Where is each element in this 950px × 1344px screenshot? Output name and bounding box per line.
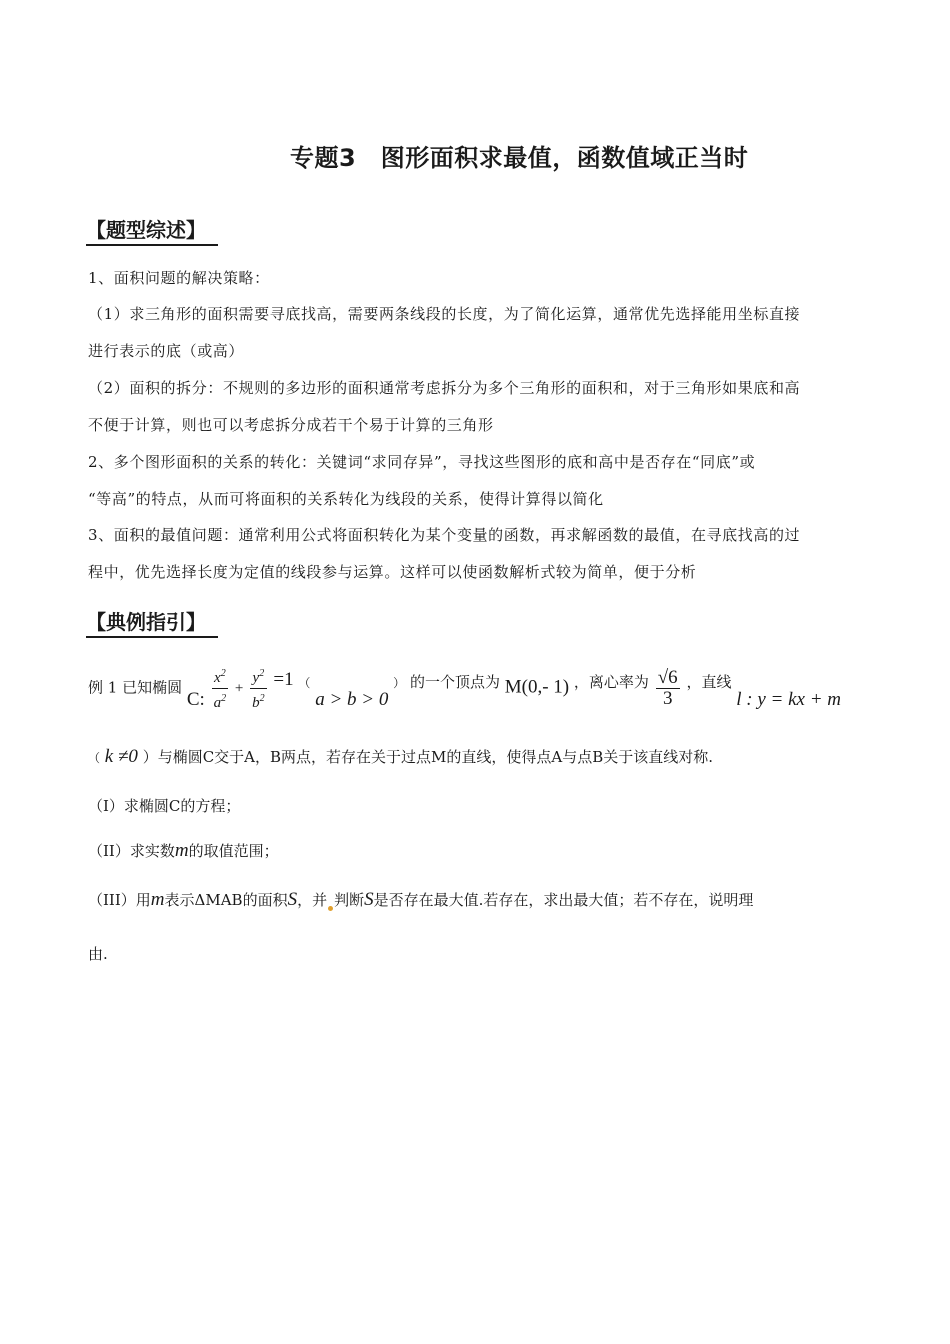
q2-suffix: 的取值范围； <box>188 842 279 860</box>
q3-variable-s: S <box>287 889 298 910</box>
overview-line-3: 进行表示的底（或高） <box>88 342 245 360</box>
eccentricity-text: ，离心率为 <box>573 672 649 691</box>
fraction-y2-b2 <box>250 664 267 713</box>
question-1: （I）求椭圆C的方程； <box>88 797 241 815</box>
q2-prefix: （II）求实数 <box>88 842 175 860</box>
q3-suffix: 是否存在最大值.若存在，求出最大值；若不存在，说明理 <box>373 891 754 909</box>
example-1-intro: 例 1 已知椭圆 <box>88 678 183 697</box>
row2-text: ）与椭圆C交于A，B两点，若存在关于过点M的直线，使得点A与点B关于该直线对称. <box>142 748 714 766</box>
ecc-numerator: √6 <box>657 667 678 688</box>
overview-line-8: 3、面积的最值问题：通常利用公式将面积转化为某个变量的函数，再求解函数的最值，在寻底找高的过 <box>88 526 801 544</box>
line-equation: l : y = kx + m <box>736 688 842 710</box>
ecc-denominator: 3 <box>662 688 673 709</box>
section-heading-overview: 【题型综述】 <box>86 214 218 246</box>
overview-line-6: 2、多个图形面积的关系的转化：关键词“求同存异”，寻找这些图形的底和高中是否存在“同底”或 <box>88 453 756 471</box>
example-1-statement <box>88 664 841 713</box>
q3-variable-s-2: S <box>364 889 374 910</box>
frac-y-numerator: $y^2$ <box>250 664 267 689</box>
section-heading-examples: 【典例指引】 <box>86 606 218 638</box>
eccentricity-fraction <box>656 668 680 709</box>
annotation-mark-icon <box>328 906 333 911</box>
q3-comma: ，并 <box>297 891 328 909</box>
frac-x-numerator: $x^2$ <box>212 664 229 689</box>
question-2 <box>88 840 279 862</box>
overview-line-9: 程中，优先选择长度为定值的线段参与运算。这样可以使函数解析式较为简单，便于分析 <box>88 563 697 581</box>
overview-line-2: （1）求三角形的面积需要寻底找高，需要两条线段的长度，为了简化运算，通常优先选择能用坐标直接 <box>88 305 801 323</box>
q3-prefix: （III）用 <box>88 891 151 909</box>
ellipse-condition: a > b > 0 <box>315 688 389 710</box>
plus-sign: + <box>234 680 244 697</box>
page-title: 专题3 图形面积求最值，函数值域正当时 <box>290 144 749 172</box>
close-paren: ） <box>393 675 406 690</box>
open-paren: （ <box>298 675 311 690</box>
q3-judge: 判断 <box>334 891 365 909</box>
overview-line-7: “等高”的特点，从而可将面积的关系转化为线段的关系，使得计算得以简化 <box>88 490 604 508</box>
frac-a-denominator: $a^2$ <box>213 693 227 711</box>
overview-line-4: （2）面积的拆分：不规则的多边形的面积通常考虑拆分为多个三角形的面积和，对于三角形如果底和高 <box>88 379 801 397</box>
overview-line-1: 1、面积问题的解决策略： <box>88 269 270 287</box>
q3-area-text: 表示ΔMAB的面积 <box>164 891 288 909</box>
fraction-x2-a2 <box>212 664 229 713</box>
k-condition: k ≠0 <box>104 746 138 767</box>
vertex-text: 的一个顶点为 <box>409 672 500 691</box>
q3-variable-m: m <box>150 889 165 910</box>
question-3-continuation: 由. <box>88 945 108 963</box>
frac-b-denominator: $b^2$ <box>252 693 265 711</box>
row2-open-paren: （ <box>88 751 101 765</box>
example-1-row-2 <box>88 746 713 768</box>
ellipse-label: C: <box>186 688 205 710</box>
overview-line-5: 不便于计算，则也可以考虑拆分成若干个易于计算的三角形 <box>88 416 494 434</box>
vertex-point: M(0,- 1) <box>504 676 570 698</box>
q2-variable-m: m <box>174 840 189 861</box>
equals-one: =1 <box>273 668 294 690</box>
line-text: ，直线 <box>686 672 732 691</box>
question-3 <box>88 889 753 911</box>
